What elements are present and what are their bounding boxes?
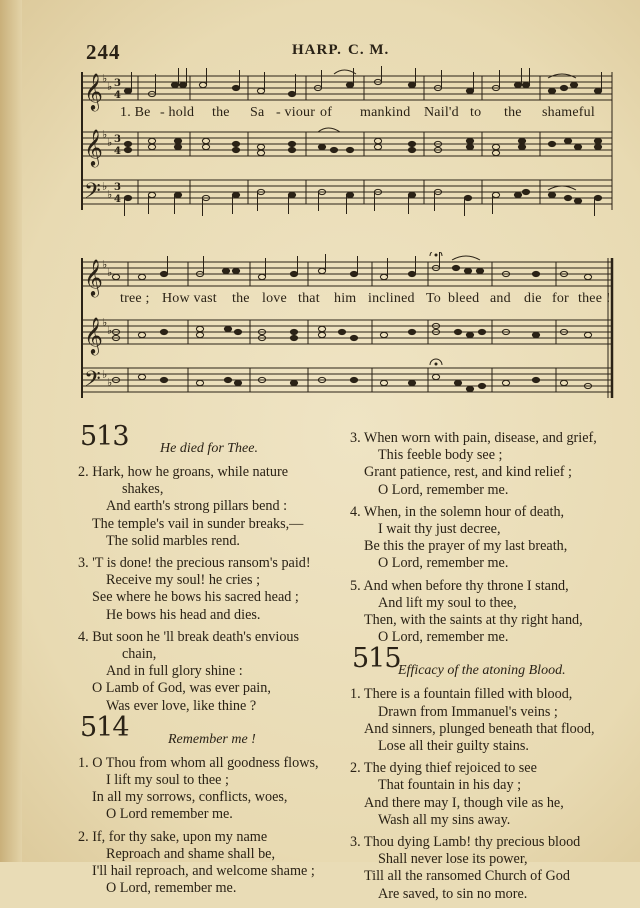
verse-line: I wait thy just decree, [378, 521, 501, 538]
svg-text:𝄞: 𝄞 [84, 128, 103, 166]
lyric-word: of [320, 105, 333, 120]
svg-text:♭: ♭ [107, 324, 113, 337]
svg-text:4: 4 [114, 194, 121, 205]
stanza [78, 755, 340, 824]
meter: C. M. [348, 42, 390, 58]
verse-line: 4. When, in the solemn hour of death, [350, 503, 565, 520]
lyric-word: To [426, 291, 441, 306]
verse-line: In all my sorrows, conflicts, woes, [92, 789, 288, 806]
hymn-title: Remember me ! [168, 731, 256, 747]
music-system-2 [78, 252, 618, 404]
verse-line: 3. When worn with pain, disease, and grief, [350, 430, 597, 446]
verse-line: Till all the ransomed Church of God [364, 868, 570, 885]
stanza [78, 555, 340, 624]
lyric-word: inclined [368, 291, 415, 306]
verse-line: 2. Hark, how he groans, while nature [78, 464, 288, 480]
svg-text:♭: ♭ [107, 80, 113, 93]
stanza [78, 464, 340, 550]
lyric-word: tree ; [120, 291, 150, 306]
svg-text:3: 3 [114, 134, 121, 145]
verse-line: And in full glory shine : [106, 663, 243, 680]
staff-notation-2 [78, 252, 618, 404]
lyric-word: How vast [162, 291, 217, 306]
stanza [350, 686, 620, 755]
lyric-word: and [490, 291, 511, 306]
verse-line: This feeble body see ; [378, 447, 503, 464]
verse-line: Shall never lose its power, [378, 851, 528, 868]
svg-text:𝄞: 𝄞 [84, 258, 103, 296]
verse-line: Grant patience, rest, and kind relief ; [364, 464, 572, 481]
verse-line: Wash all my sins away. [378, 811, 511, 828]
lyric-word: thee ! [578, 291, 611, 306]
lyric-word: the [504, 105, 522, 120]
tune-name: HARP. [292, 42, 342, 58]
lyrics-line-1 [78, 105, 618, 123]
verse-line: I'll hail reproach, and welcome shame ; [92, 863, 315, 880]
hymn-number: 514 [80, 711, 129, 743]
lyric-word: that [298, 291, 320, 306]
verse-line: Receive my soul! he cries ; [106, 572, 261, 589]
lyrics-line-2 [78, 291, 618, 309]
verse-line: O Lord, remember me. [106, 880, 237, 897]
lyric-word: to [470, 105, 482, 120]
verse-line: The temple's vail in sunder breaks,— [92, 515, 304, 532]
svg-text:𝄞: 𝄞 [84, 72, 103, 110]
page-number: 244 [86, 40, 121, 64]
hymn-number: 513 [80, 421, 129, 452]
lyric-word: Nail'd [424, 105, 459, 120]
verse-line: Reproach and shame shall be, [106, 845, 276, 862]
page-spine-shadow [0, 0, 22, 862]
svg-text:4: 4 [114, 146, 121, 157]
lyric-word: for [552, 291, 569, 306]
stanza [78, 629, 340, 715]
verse-line: The solid marbles rend. [106, 532, 240, 549]
lyric-word: 1. Be [120, 105, 151, 120]
verse-line: Lose all their guilty stains. [378, 738, 529, 755]
verse-line: O Lord, remember me. [378, 555, 509, 572]
verse-line: O Lord, remember me. [378, 629, 509, 646]
svg-text:♭: ♭ [102, 316, 108, 329]
verse-line: Was ever love, like thine ? [106, 697, 257, 714]
svg-text:3: 3 [114, 78, 121, 89]
hymn-number: 515 [352, 643, 401, 675]
svg-text:♭: ♭ [107, 266, 113, 279]
stanza [350, 430, 620, 499]
svg-text:♭: ♭ [102, 180, 108, 193]
verse-line: And sinners, plunged beneath that flood, [364, 720, 595, 737]
stanza [350, 834, 620, 903]
svg-text:♭: ♭ [107, 188, 113, 201]
verse-line: 2. If, for thy sake, upon my name [78, 828, 268, 845]
verse-line: 1. O Thou from whom all goodness flows, [78, 754, 319, 771]
svg-text:♭: ♭ [107, 136, 113, 149]
lyric-word: bleed [448, 291, 480, 306]
lyric-word: die [524, 291, 542, 306]
svg-text:𝄞: 𝄞 [84, 316, 103, 354]
lyric-word: the [232, 291, 250, 306]
staff-notation-1 [78, 66, 618, 216]
svg-text:♭: ♭ [102, 258, 108, 271]
lyric-word: shameful [542, 105, 595, 120]
verse-line: O Lord, remember me. [378, 481, 509, 498]
svg-text:♭: ♭ [102, 368, 108, 381]
svg-text:♭: ♭ [102, 72, 108, 85]
svg-text:𝄢: 𝄢 [84, 367, 101, 397]
verse-line: chain, [122, 646, 157, 663]
svg-text:4: 4 [114, 90, 121, 101]
lyric-word: - viour [276, 105, 316, 120]
verse-line: And earth's strong pillars bend : [106, 498, 288, 515]
lyric-word: the [212, 105, 230, 120]
verse-line: 4. But soon he 'll break death's envious [78, 628, 300, 645]
verse-line: Be this the prayer of my last breath, [364, 538, 568, 555]
stanza [350, 578, 620, 647]
verse-line: 3. Thou dying Lamb! thy precious blood [350, 834, 581, 851]
verse-line: That fountain in his day ; [378, 777, 522, 794]
hymn-heading [78, 421, 340, 464]
page-header [0, 40, 640, 64]
verse-line: 1. There is a fountain filled with blood, [350, 686, 573, 703]
verse-line: O Lord remember me. [106, 806, 233, 823]
verse-line: 3. 'T is done! the precious ransom's paid! [78, 555, 311, 572]
verse-line: And there may I, though vile as he, [364, 794, 564, 811]
lyric-word: - hold [160, 105, 195, 120]
hymn-heading [350, 643, 620, 686]
lyric-word: him [334, 291, 357, 306]
stanza [350, 504, 620, 573]
verse-line: 2. The dying thief rejoiced to see [350, 760, 537, 777]
lyric-word: Sa [250, 105, 265, 120]
verse-line: 5. And when before thy throne I stand, [350, 577, 569, 594]
music-system-1 [78, 66, 618, 216]
lyric-word: mankind [360, 105, 411, 120]
hymn-title: Efficacy of the atoning Blood. [398, 663, 566, 679]
verse-line: Drawn from Immanuel's veins ; [378, 703, 558, 720]
svg-text:♭: ♭ [107, 376, 113, 389]
verse-line: See where he bows his sacred head ; [92, 589, 299, 606]
stanza [350, 760, 620, 829]
svg-text:𝄢: 𝄢 [84, 179, 101, 209]
verse-line: shakes, [122, 481, 164, 498]
verse-line: I lift my soul to thee ; [106, 772, 229, 789]
hymn-column-right [350, 430, 620, 908]
hymn-heading [78, 711, 340, 755]
verse-line: And lift my soul to thee, [378, 594, 517, 611]
verse-line: Are saved, to sin no more. [378, 885, 528, 902]
lyric-word: love [262, 291, 287, 306]
hymn-title: He died for Thee. [160, 441, 258, 456]
svg-text:♭: ♭ [102, 128, 108, 141]
svg-text:3: 3 [114, 182, 121, 193]
hymn-column-left [78, 421, 340, 902]
verse-line: Then, with the saints at thy right hand, [364, 612, 583, 629]
verse-line: O Lamb of God, was ever pain, [92, 680, 271, 697]
stanza [78, 829, 340, 898]
verse-line: He bows his head and dies. [106, 606, 261, 623]
